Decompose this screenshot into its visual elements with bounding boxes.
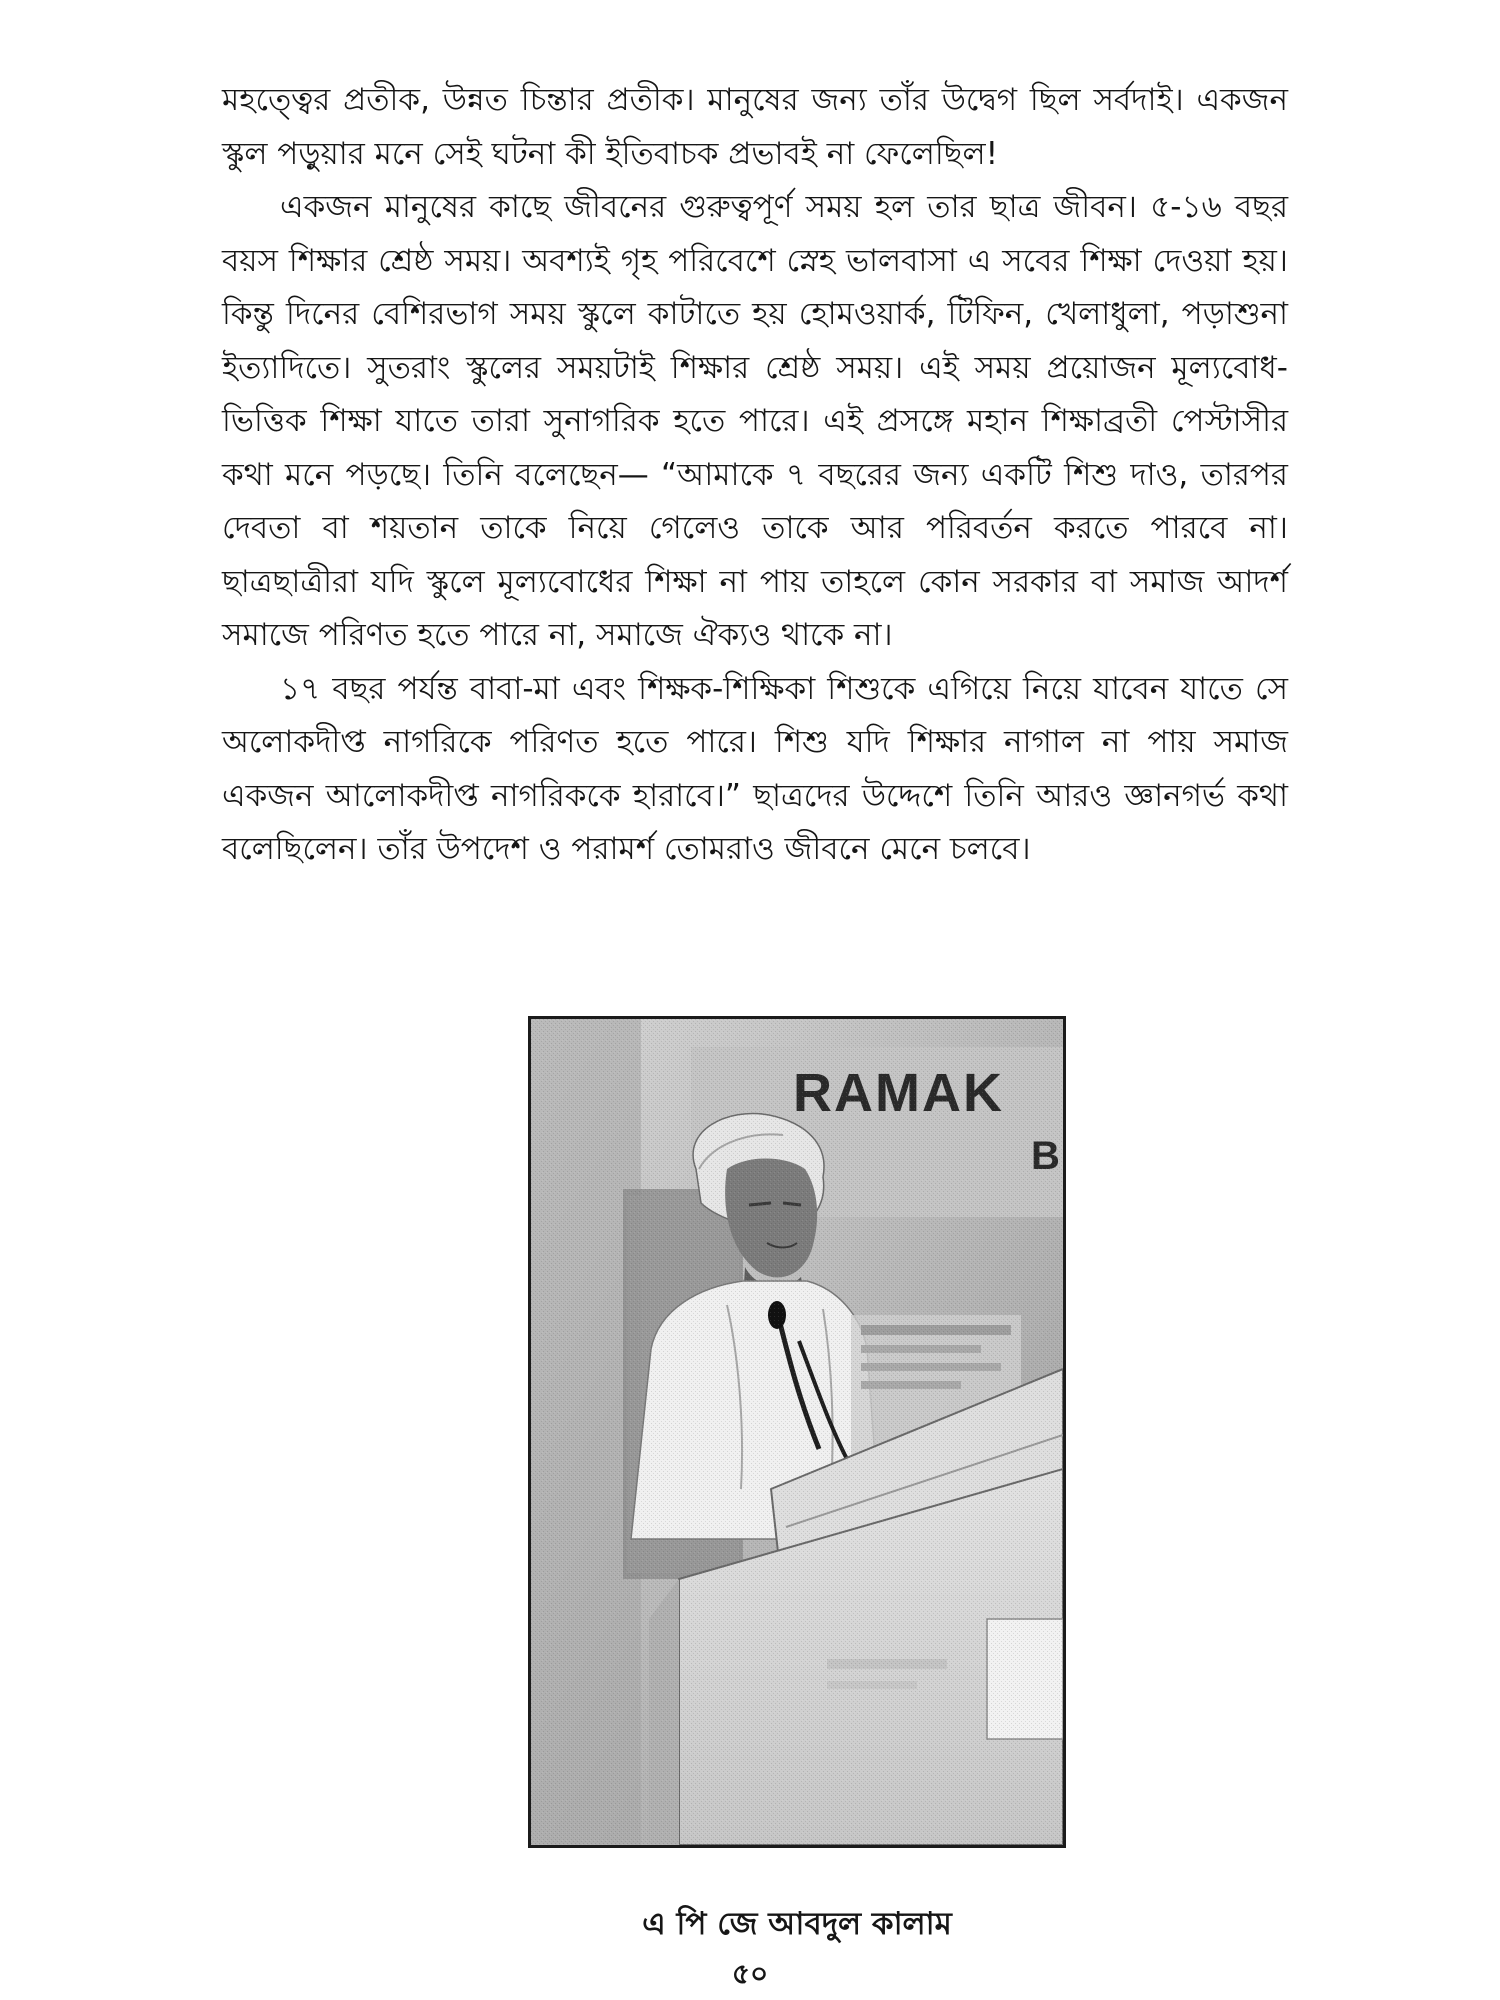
body-text [222,74,1288,877]
photo-frame [528,1016,1066,1848]
paragraph-2: একজন মানুষের কাছে জীবনের গুরুত্বপূর্ণ সময় হল তার ছাত্র জীবন। ৫-১৬ বছর বয়স শিক্ষার শ্রেষ্ঠ সময়। অবশ্যই গৃহ পরিবেশে স্নেহ ভালবাসা এ সবের শিক্ষা দেওয়া হয়। কিন্তু দিনের বেশিরভাগ সময় স্কুলে কাটাতে হয় হোমওয়ার্ক, টিফিন, খেলাধুলা, পড়াশুনা ইত্যাদিতে। সুতরাং স্কুলের সময়টাই শিক্ষার শ্রেষ্ঠ সময়। এই সময় প্রয়োজন মূল্যবোধ-ভিত্তিক শিক্ষা যাতে তারা সুনাগরিক হতে পারে। এই প্রসঙ্গে মহান শিক্ষাব্রতী পেস্টাসীর কথা মনে পড়ছে। তিনি বলেছেন— “আমাকে ৭ বছরের জন্য একটি শিশু দাও, তারপর দেবতা বা শয়তান তাকে নিয়ে গেলেও তাকে আর পরিবর্তন করতে পারবে না। ছাত্রছাত্রীরা যদি স্কুলে মূল্যবোধের শিক্ষা না পায় তাহলে কোন সরকার বা সমাজ আদর্শ সমাজে পরিণত হতে পারে না, সমাজে ঐক্যও থাকে না। [222,189,1288,653]
photo-figure [528,1016,1066,1862]
paragraph-1: মহত্ত্বের প্রতীক, উন্নত চিন্তার প্রতীক। মানুষের জন্য তাঁর উদ্বেগ ছিল সর্বদাই। একজন স্কুল পড়ুয়ার মনে সেই ঘটনা কী ইতিবাচক প্রভাবই না ফেলেছিল! [222,82,1288,172]
paragraph-3: ১৭ বছর পর্যন্ত বাবা-মা এবং শিক্ষক-শিক্ষিকা শিশুকে এগিয়ে নিয়ে যাবেন যাতে সে অলোকদীপ্ত নাগরিকে পরিণত হতে পারে। শিশু যদি শিক্ষার নাগাল না পায় সমাজ একজন আলোকদীপ্ত নাগরিককে হারাবে।” ছাত্রদের উদ্দেশে তিনি আরও জ্ঞানগর্ভ কথা বলেছিলেন। তাঁর উপদেশ ও পরামর্শ তোমরাও জীবনে মেনে চলবে। [222,670,1288,867]
speaker-photo [531,1019,1063,1845]
figure-caption: এ পি জে আবদুল কালাম [642,1906,952,1942]
page-number: ৫০ [731,1957,769,1990]
